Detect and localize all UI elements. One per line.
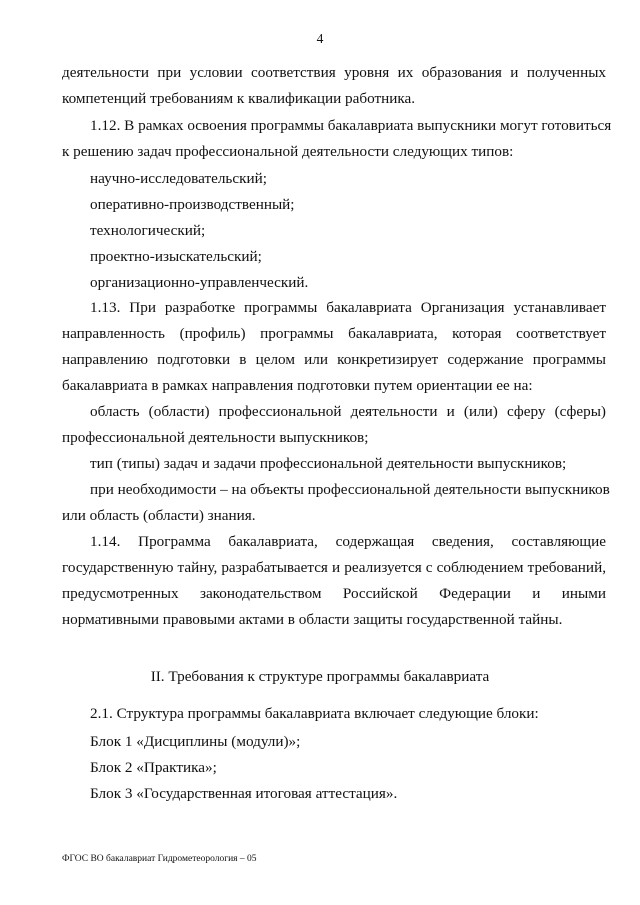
text-line: бакалавриата в рамках направления подготовки путем ориентации ее на: [62, 377, 533, 394]
text-line: к решению задач профессиональной деятельности следующих типов: [62, 143, 514, 160]
paragraph-1-12: 1.12. В рамках освоения программы бакалавриата выпускники могут готовиться [90, 117, 612, 134]
text-line: государственную тайну, разрабатывается и реализуется с соблюдением требований, [62, 559, 606, 576]
list-item: оперативно-производственный; [90, 196, 295, 213]
list-item: научно-исследовательский; [90, 170, 267, 187]
list-item: проектно-изыскательский; [90, 248, 262, 265]
text-line: или область (области) знания. [62, 507, 256, 524]
text-line: компетенций требованиям к квалификации работника. [62, 90, 416, 107]
text-line: направлению подготовки в целом или конкретизирует содержание программы [62, 351, 606, 368]
paragraph-1-14: 1.14. Программа бакалавриата, содержащая сведения, составляющие [90, 533, 606, 550]
section-heading: II. Требования к структуре программы бакалавриата [150, 668, 490, 685]
text-line: область (области) профессиональной деятельности и (или) сферу (сферы) [90, 403, 606, 420]
text-line: при необходимости – на объекты профессиональной деятельности выпускников [90, 481, 610, 498]
text-line: деятельности при условии соответствия уровня их образования и полученных [62, 64, 606, 81]
text-line: профессиональной деятельности выпускников; [62, 429, 369, 446]
text-line: направленность (профиль) программы бакалавриата, которая соответствует [62, 325, 606, 342]
list-item: Блок 1 «Дисциплины (модули)»; [90, 733, 301, 750]
list-item: организационно-управленческий. [90, 274, 309, 291]
paragraph-1-13: 1.13. При разработке программы бакалавриата Организация устанавливает [90, 299, 606, 316]
page-number: 4 [316, 31, 324, 46]
list-item: технологический; [90, 222, 206, 239]
text-line: предусмотренных законодательством Российской Федерации и иными [62, 585, 606, 602]
paragraph-2-1: 2.1. Структура программы бакалавриата включает следующие блоки: [90, 705, 539, 722]
text-line: тип (типы) задач и задачи профессиональной деятельности выпускников; [90, 455, 567, 472]
list-item: Блок 3 «Государственная итоговая аттестация». [90, 785, 398, 802]
text-line: нормативными правовыми актами в области защиты государственной тайны. [62, 611, 563, 628]
page-footer: ФГОС ВО бакалавриат Гидрометеорология – 05 [62, 854, 257, 864]
list-item: Блок 2 «Практика»; [90, 759, 217, 776]
